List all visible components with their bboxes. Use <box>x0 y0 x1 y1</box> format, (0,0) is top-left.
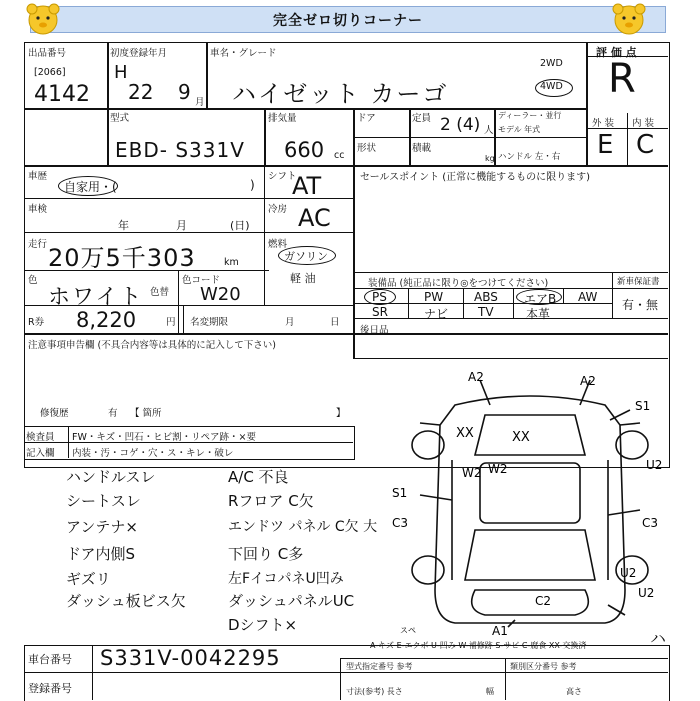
damage-mark: S1 <box>635 399 651 413</box>
damage-mark: XX <box>512 430 530 445</box>
shape-label: 形状 <box>357 143 377 154</box>
fuel-alt: 軽 油 <box>290 272 316 285</box>
vehicle-damage-diagram <box>380 365 680 640</box>
mileage-label: 走行 <box>28 239 48 250</box>
inspector-note: ハンドルスレ <box>66 468 156 486</box>
displacement-value: 660 <box>284 138 325 162</box>
equipment-label: 装備品 (純正品に限り◎をつけてください) <box>368 278 549 289</box>
dims-width-label: 幅 <box>486 687 494 696</box>
equip-tv: TV <box>478 305 494 319</box>
exterior-label: 外 装 <box>592 118 615 129</box>
color-code-value: W20 <box>200 284 241 305</box>
repair-close: 】 <box>336 408 346 419</box>
damage-mark: W2 <box>462 466 482 480</box>
score-label: 評 価 点 <box>596 46 637 59</box>
equip-pw: PW <box>424 290 444 304</box>
expiry-month: 月 <box>285 317 295 328</box>
banner-title: 完全ゼロ切りコーナー <box>273 12 423 29</box>
model-value: EBD- S331V <box>115 138 245 162</box>
handle-label: ハンドル 左・右 <box>498 152 561 162</box>
kg-unit: kg <box>485 154 495 163</box>
inspect-row1-label: 検査員 <box>26 432 55 443</box>
mascot-icon <box>610 2 648 36</box>
inspection-month-unit: 月 <box>176 219 187 232</box>
history-label: 車歴 <box>28 171 48 182</box>
load-label: 積載 <box>412 143 432 154</box>
equip-abs: ABS <box>474 290 498 304</box>
color-value: ホワイト <box>48 285 144 310</box>
damage-mark: C2 <box>535 594 552 608</box>
capacity-label: 定員 <box>412 113 432 124</box>
front-label: スペ <box>400 626 416 635</box>
tax-value: 8,220 <box>76 308 137 332</box>
era: H <box>114 62 128 83</box>
yen-unit: 円 <box>166 317 176 328</box>
inspector-note: 左FイコパネU凹み <box>228 571 344 587</box>
history-value: 自家用・( <box>64 180 117 194</box>
shift-value: AT <box>292 172 322 200</box>
drive-4wd: 4WD <box>540 81 563 92</box>
damage-mark: U2 <box>646 458 663 472</box>
lot-small: [2066] <box>34 67 66 78</box>
expiry-label: 名変期限 <box>190 317 229 328</box>
model-label: 型式 <box>110 113 130 124</box>
inspect-row2: 内装・汚・コゲ・穴・ス・キレ・破レ <box>72 448 234 459</box>
interior-label: 内 装 <box>632 118 655 129</box>
equip-sr: SR <box>372 305 388 319</box>
inspection-day-unit: (日) <box>230 219 250 232</box>
exterior-grade: E <box>597 130 614 160</box>
door-label: ドア <box>357 113 376 124</box>
repair-bracket: 【 箇所 <box>130 408 162 419</box>
equip-aw: AW <box>578 290 598 304</box>
same-color-label: 色替 <box>150 287 170 298</box>
car-name: ハイゼット カーゴ <box>232 80 449 108</box>
repair-label: 修復歴 <box>40 408 69 419</box>
capacity-value: 2 (4) <box>440 115 481 135</box>
banner <box>30 6 666 33</box>
inspector-note: アンテナ× <box>66 518 138 536</box>
inspector-note: エンドツ パネル C欠 大 <box>228 519 378 535</box>
inspector-note: A/C 不良 <box>228 468 289 486</box>
month-unit: 月 <box>195 97 205 108</box>
damage-legend: A-キズ E-エクボ U-凹み W-補修跡 S-サビ C-腐食 XX-交換済 <box>370 641 587 650</box>
inspect-row1: FW・キズ・凹石・ヒビ割・リペア跡・×要 <box>72 432 256 443</box>
inspection-label: 車検 <box>28 204 48 215</box>
mascot-icon <box>24 2 62 36</box>
expiry-day: 日 <box>330 317 340 328</box>
inspection-year-unit: 年 <box>118 219 129 232</box>
drive-2wd: 2WD <box>540 58 563 69</box>
dealer-label: ディーラー・並行 <box>498 111 562 120</box>
car-name-label: 車名・グレード <box>210 48 277 59</box>
first-reg-label: 初度登録年月 <box>110 48 168 59</box>
damage-mark: S1 <box>392 486 408 500</box>
damage-mark: XX <box>456 426 474 441</box>
fuel-label: 燃料 <box>268 239 288 250</box>
class-number-label: 類別区分番号 参考 <box>510 662 577 671</box>
inspector-note: ドア内側S <box>66 545 136 563</box>
ac-value: AC <box>298 204 331 232</box>
interior-grade: C <box>636 130 655 160</box>
inspect-row2-label: 記入欄 <box>26 448 55 459</box>
damage-mark: U2 <box>638 586 655 600</box>
displacement-label: 排気量 <box>268 113 297 124</box>
registration-label: 登録番号 <box>28 682 72 695</box>
capacity-unit: 人 <box>484 125 494 136</box>
inspector-note: ギズリ <box>66 570 111 588</box>
fuel-value: ガソリン <box>284 250 328 263</box>
warranty-value: 有・無 <box>622 298 659 312</box>
inspector-note: 下回り C多 <box>228 545 304 563</box>
first-reg-year: 22 <box>128 80 154 104</box>
inspector-note: シートスレ <box>66 492 141 510</box>
inspector-note: Dシフト× <box>228 616 298 634</box>
type-number-label: 型式指定番号 参考 <box>346 662 413 671</box>
notes-label: 注意事項申告欄 (不具合内容等は具体的に記入して下さい) <box>28 340 276 351</box>
score-value: R <box>608 56 636 102</box>
cc-unit: cc <box>334 150 345 161</box>
rear-seat-label: 後日品 <box>360 325 389 336</box>
equip-ps: PS <box>372 290 387 304</box>
ac-label: 冷房 <box>268 204 288 215</box>
warranty-label: 新車保証書 <box>617 277 660 287</box>
sales-point-label: セールスポイント (正常に機能するものに限ります) <box>360 172 591 183</box>
tax-label: R券 <box>28 317 45 328</box>
damage-mark: C3 <box>392 516 409 530</box>
equip-leather: 本革 <box>526 307 551 321</box>
damage-mark: W2 <box>488 462 508 476</box>
color-label: 色 <box>28 275 38 286</box>
dims-length-label: 寸法(参考) 長さ <box>346 687 403 696</box>
history-close: ) <box>250 178 255 192</box>
chassis-label: 車台番号 <box>28 653 72 666</box>
damage-mark: A2 <box>468 370 484 384</box>
damage-mark: C3 <box>642 516 659 530</box>
inspector-note: Rフロア C欠 <box>228 492 314 510</box>
color-code-label: 色コード <box>182 275 221 286</box>
shift-label: シフト <box>268 171 297 182</box>
damage-mark: A2 <box>580 374 596 388</box>
equip-navi: ナビ <box>424 307 449 321</box>
mileage-value: 20万5千303 <box>48 244 196 272</box>
damage-mark: U2 <box>620 566 637 580</box>
equip-airbag: エアB <box>524 292 557 306</box>
model-year-label: モデル 年式 <box>498 125 541 134</box>
inspector-note: ダッシュ板ビス欠 <box>66 592 186 610</box>
inspector-note: ダッシュパネルUC <box>228 592 355 610</box>
repair-has: 有 <box>108 408 118 419</box>
first-reg-month: 9 <box>178 80 191 104</box>
lot-label: 出品番号 <box>28 48 67 59</box>
lot-number: 4142 <box>34 82 90 107</box>
dims-height-label: 高さ <box>566 687 582 696</box>
damage-mark: A1 <box>492 624 508 638</box>
chassis-number: S331V-0042295 <box>100 646 281 670</box>
km-unit: km <box>224 257 239 268</box>
inspector-signature: ハ <box>650 629 667 648</box>
